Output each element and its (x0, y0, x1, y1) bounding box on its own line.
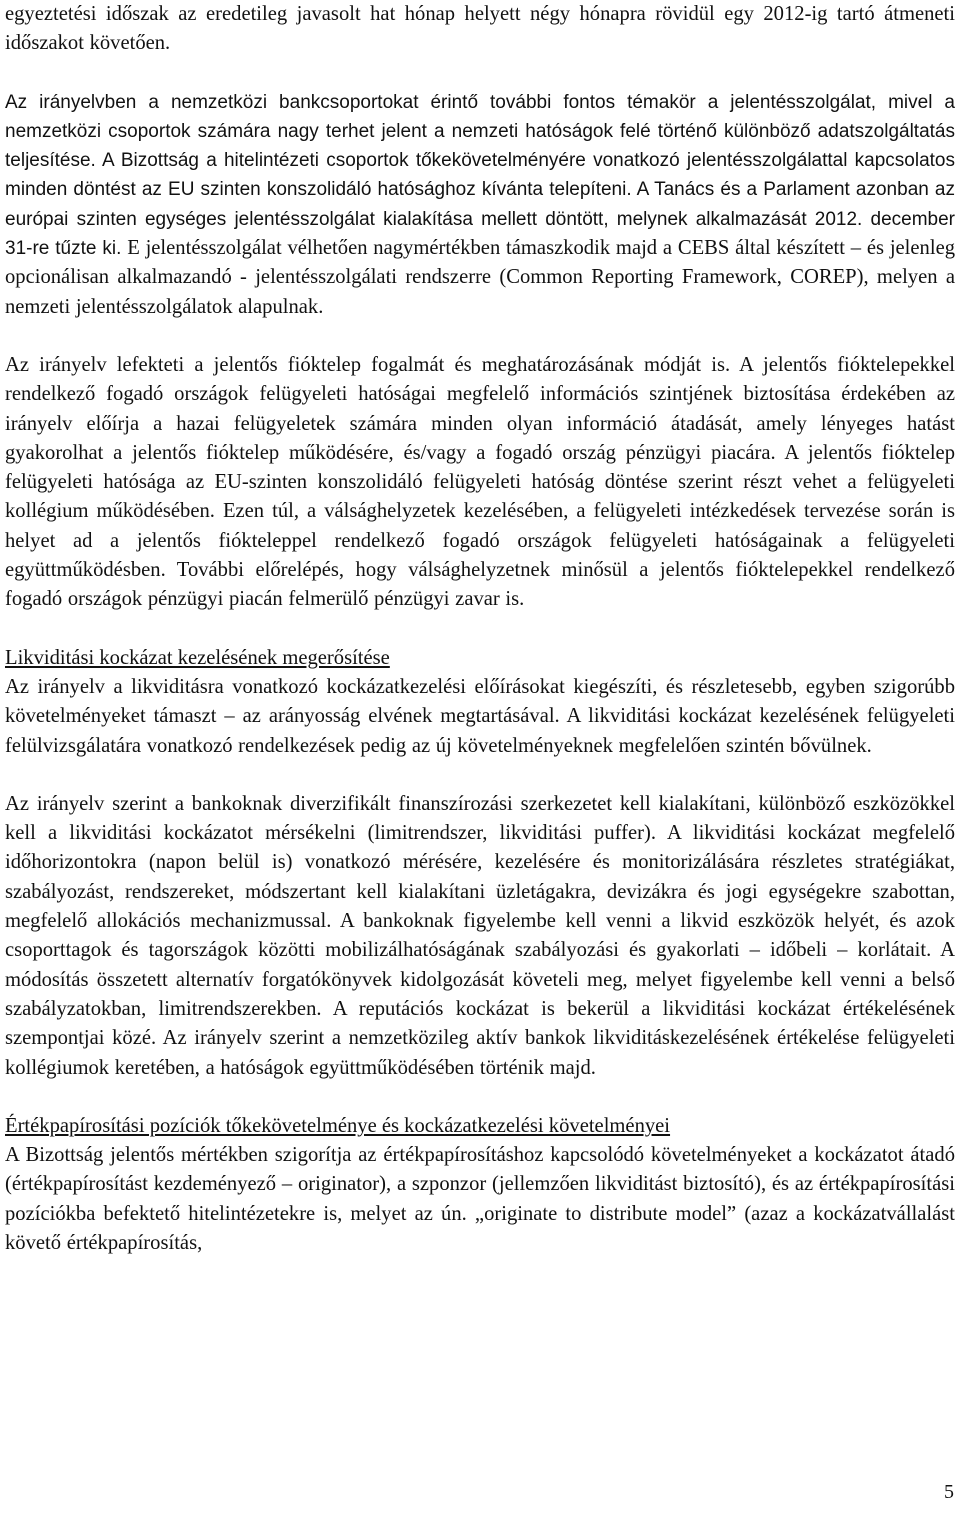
paragraph-reporting-part-4: E jelentésszolgálat vélhetően nagymértékben támaszkodik majd a CEBS által készített – és jelenleg opcionálisan alkalmazandó - jelentésszolgálati rendszerre (Common Reporting Framework, COREP), melyen a nemzeti jelentésszolgálatok alapulnak. (5, 237, 956, 318)
paragraph-liquidity-management: Az irányelv szerint a bankoknak diverzifikált finanszírozási szerkezetet kell kialakítani, különböző eszközökkel kell a likviditási kockázatot mérsékelni (limitrendszer, likviditási puffer). A likviditási kockázat megfelelő időhorizontokra (napon belül is) vonatkozó mérésére, kezelésére és monitorizálására részletes stratégiákat, szabályozást, rendszereket, módszertant kell kialakítani üzletágakra, devizákra és jogi egységekre szabottan, megfelelő allokációs mechanizmussal. A bankoknak figyelembe kell venni a likvid eszközök helyét, és azok csoporttagok és tagországok közötti mobilizálhatóságának szabályozási és gyakorlati – időbeli – korlátait. A módosítás összetett alternatív forgatókönyvek kidolgozását követeli meg, melyet figyelembe kell venni a belső szabályzatokban, limitrendszerekben. A reputációs kockázat is bekerül a likviditási kockázat értékelésének szempontjai közé. Az irányelv szerint a nemzetközileg aktív bankok likviditáskezelésének értékelése felügyeleti kollégiumok keretében, a hatóságok együttműködésében történik majd. (5, 792, 955, 1079)
paragraph-reporting (5, 88, 955, 322)
document-page (5, 0, 955, 1258)
section-heading-liquidity: Likviditási kockázat kezelésének megerősítése (5, 646, 390, 669)
page-number: 5 (944, 1481, 954, 1503)
paragraph-securitisation: A Bizottság jelentős mértékben szigorítja az értékpapírosításhoz kapcsolódó követelményeket a kockázatot átadó (értékpapírosítást kezdeményező – originator), a szponzor (jellemzően likviditást biztosító), és az értékpapírosítási pozíciókba befektető hitelintézetekre is, melyet az ún. „originate to distribute model” (azaz a kockázatvállalást követő értékpapírosítás, (5, 1144, 955, 1254)
paragraph-reporting-part-1: Az irányelvben a nemzetközi bankcsoportokat érintő további fontos témakör a jelentésszolgálat, mivel a nemzetközi csoportok számára nagy terhet jelent a nemzeti hatóságok felé történő különböző adatszolgáltatás teljesítése. (5, 91, 955, 172)
paragraph-transition-period: egyeztetési időszak az eredetileg javasolt hat hónap helyett négy hónapra rövidül egy 2012-ig tartó átmeneti időszakot követően. (5, 3, 955, 55)
paragraph-liquidity-requirements: Az irányelv a likviditásra vonatkozó kockázatkezelési előírásokat kiegészíti, és részletesebb, egyben szigorúbb követelményeket támaszt – az arányosság elvének megtartásával. A likviditási kockázat kezelésének felügyeleti felülvizsgálatára vonatkozó rendelkezések pedig az új követelményeknek megfelelően szintén bővülnek. (5, 675, 955, 757)
paragraph-reporting-part-3: A Tanács és a Parlament azonban az európai szinten egységes jelentésszolgálat kialakítása mellett döntött, melynek alkalmazását 2012. december 31-re tűzte ki. (5, 179, 955, 260)
paragraph-significant-branch: Az irányelv lefekteti a jelentős fióktelep fogalmát és meghatározásának módját is. A jelentős fióktelepekkel rendelkező fogadó országok felügyeleti hatóságai megfelelő információs szintjének biztosítása érdekében az irányelv előírja a hazai felügyeletek számára minden olyan információ átadását, amely lényeges hatást gyakorolhat a jelentős fióktelep működésére, és/vagy a fogadó ország pénzügyi piacára. A jelentős fióktelep felügyeleti hatósága az EU-szinten konszolidáló felügyeleti hatóság döntése szerint részt vehet a felügyeleti kollégium működésében. Ezen túl, a válsághelyzetek kezelésében, a felügyeleti intézkedések tervezése során is helyet ad a jelentős fiókteleppel rendelkező fogadó országok felügyeleti hatóságainak a felügyeleti együttműködésben. További előrelépés, hogy válsághelyzetnek minősül a jelentős fióktelepekkel rendelkező fogadó országok pénzügyi piacán felmerülő pénzügyi zavar is. (5, 353, 955, 611)
section-heading-securitisation: Értékpapírosítási pozíciók tőkekövetelménye és kockázatkezelési követelményei (5, 1114, 671, 1137)
paragraph-reporting-part-2: A Bizottság a hitelintézeti csoportok tőkekövetelményére vonatkozó jelentésszolgálattal kapcsolatos minden döntést az EU szinten konszolidáló hatósághoz kívánta telepíteni. (5, 150, 955, 201)
